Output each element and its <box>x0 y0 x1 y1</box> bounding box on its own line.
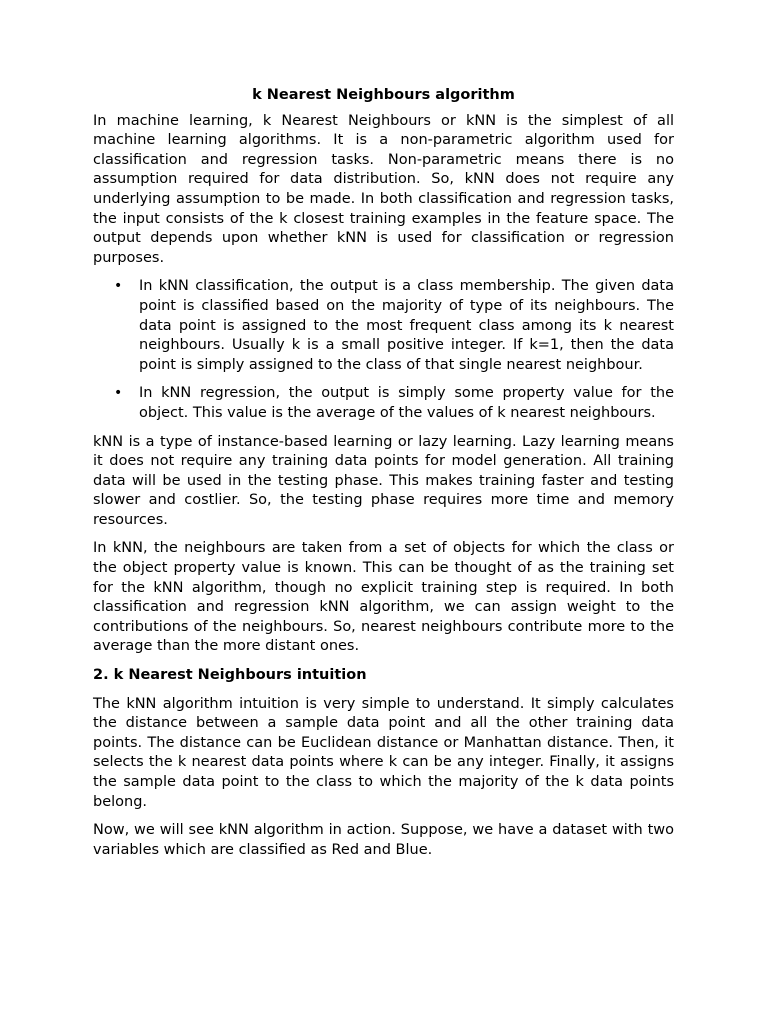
bullet-text: In kNN regression, the output is simply some property value for the object. This value is the average of the values of k nearest neighbours. <box>139 385 674 421</box>
document-title: k Nearest Neighbours algorithm <box>252 87 515 103</box>
intro-paragraph: In machine learning, k Nearest Neighbours or kNN is the simplest of all machine learning algorithms. It is a non-parametric algorithm used for classification and regression tasks. Non-parametric means there is no assumption required for data distribution. So, kNN does not require any underlying assumption to be made. In both classification and regression tasks, the input consists of the k closest training examples in the feature space. The output depends upon whether kNN is used for classification or regression purposes. <box>93 112 674 266</box>
bullet-item-regression <box>93 384 674 423</box>
section-heading-intuition: 2. k Nearest Neighbours intuition <box>93 667 367 684</box>
bullet-dot-icon: • <box>114 385 123 402</box>
intuition-paragraph: The kNN algorithm intuition is very simple to understand. It simply calculates the distance between a sample data point and all the other training data points. The distance can be Euclidean distance or Manhattan distance. Then, it selects the k nearest data points where k can be any integer. Finally, it assigns the sample data point to the class to which the majority of the k data points belong. <box>93 695 674 810</box>
bullet-list <box>93 277 674 423</box>
neighbours-weight-paragraph: In kNN, the neighbours are taken from a set of objects for which the class or the object property value is known. This can be thought of as the training set for the kNN algorithm, though no explicit training step is required. In both classification and regression kNN algorithm, we can assign weight to the contributions of the neighbours. So, nearest neighbours contribute more to the average than the more distant ones. <box>93 540 674 655</box>
bullet-dot-icon: • <box>114 278 123 295</box>
lazy-learning-paragraph: kNN is a type of instance-based learning or lazy learning. Lazy learning means it does not require any training data points for model generation. All training data will be used in the testing phase. This makes training faster and testing slower and costlier. So, the testing phase requires more time and memory resources. <box>93 433 674 528</box>
action-paragraph: Now, we will see kNN algorithm in action. Suppose, we have a dataset with two variables which are classified as Red and Blue. <box>93 822 674 858</box>
bullet-item-classification <box>93 277 674 375</box>
bullet-text: In kNN classification, the output is a class membership. The given data point is classified based on the majority of type of its neighbours. The data point is assigned to the most frequent class among its k nearest neighbours. Usually k is a small positive integer. If k=1, then the data point is simply assigned to the class of that single nearest neighbour. <box>139 278 674 373</box>
